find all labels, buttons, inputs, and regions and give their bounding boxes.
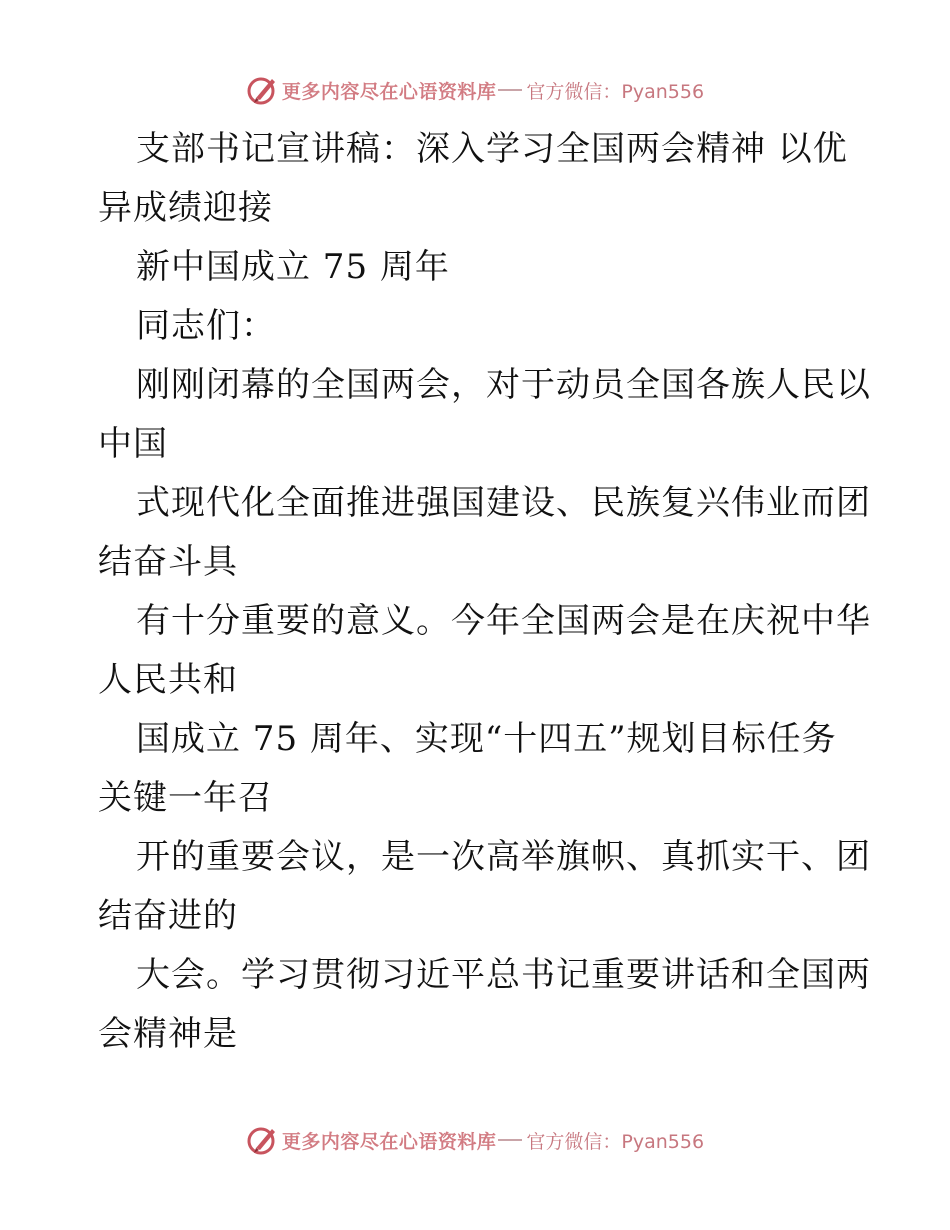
quill-logo-icon <box>246 1124 278 1156</box>
watermark-text: 更多内容尽在心语资料库 <box>281 80 497 103</box>
text-line: 开的重要会议，是一次高举旗帜、真抓实干、团 <box>136 837 871 877</box>
text-line: 国成立 75 周年、实现“十四五”规划目标任务 <box>136 719 837 759</box>
watermark-contact: 官方微信：Pyan556 <box>526 1130 705 1153</box>
watermark-divider <box>498 1139 522 1141</box>
text-line: 异成绩迎接 <box>98 188 273 228</box>
header-watermark <box>0 70 950 110</box>
text-line: 同志们： <box>136 306 276 346</box>
watermark-divider <box>498 89 522 91</box>
watermark-contact: 官方微信：Pyan556 <box>526 80 705 103</box>
quill-logo-icon <box>246 74 278 106</box>
text-line: 人民共和 <box>98 660 238 700</box>
watermark-text: 更多内容尽在心语资料库 <box>281 1130 497 1153</box>
footer-watermark <box>0 1120 950 1160</box>
text-line: 有十分重要的意义。今年全国两会是在庆祝中华 <box>136 601 871 641</box>
text-line: 结奋斗具 <box>98 542 238 582</box>
text-line: 结奋进的 <box>98 896 238 936</box>
text-line: 刚刚闭幕的全国两会，对于动员全国各族人民以 <box>136 365 871 405</box>
text-line: 支部书记宣讲稿：深入学习全国两会精神 以优 <box>136 129 848 169</box>
text-line: 大会。学习贯彻习近平总书记重要讲话和全国两 <box>136 955 871 995</box>
document-body <box>98 120 871 1064</box>
text-line: 中国 <box>98 424 168 464</box>
text-line: 新中国成立 75 周年 <box>136 247 450 287</box>
text-line: 式现代化全面推进强国建设、民族复兴伟业而团 <box>136 483 871 523</box>
text-line: 会精神是 <box>98 1014 238 1054</box>
text-line: 关键一年召 <box>98 778 273 818</box>
